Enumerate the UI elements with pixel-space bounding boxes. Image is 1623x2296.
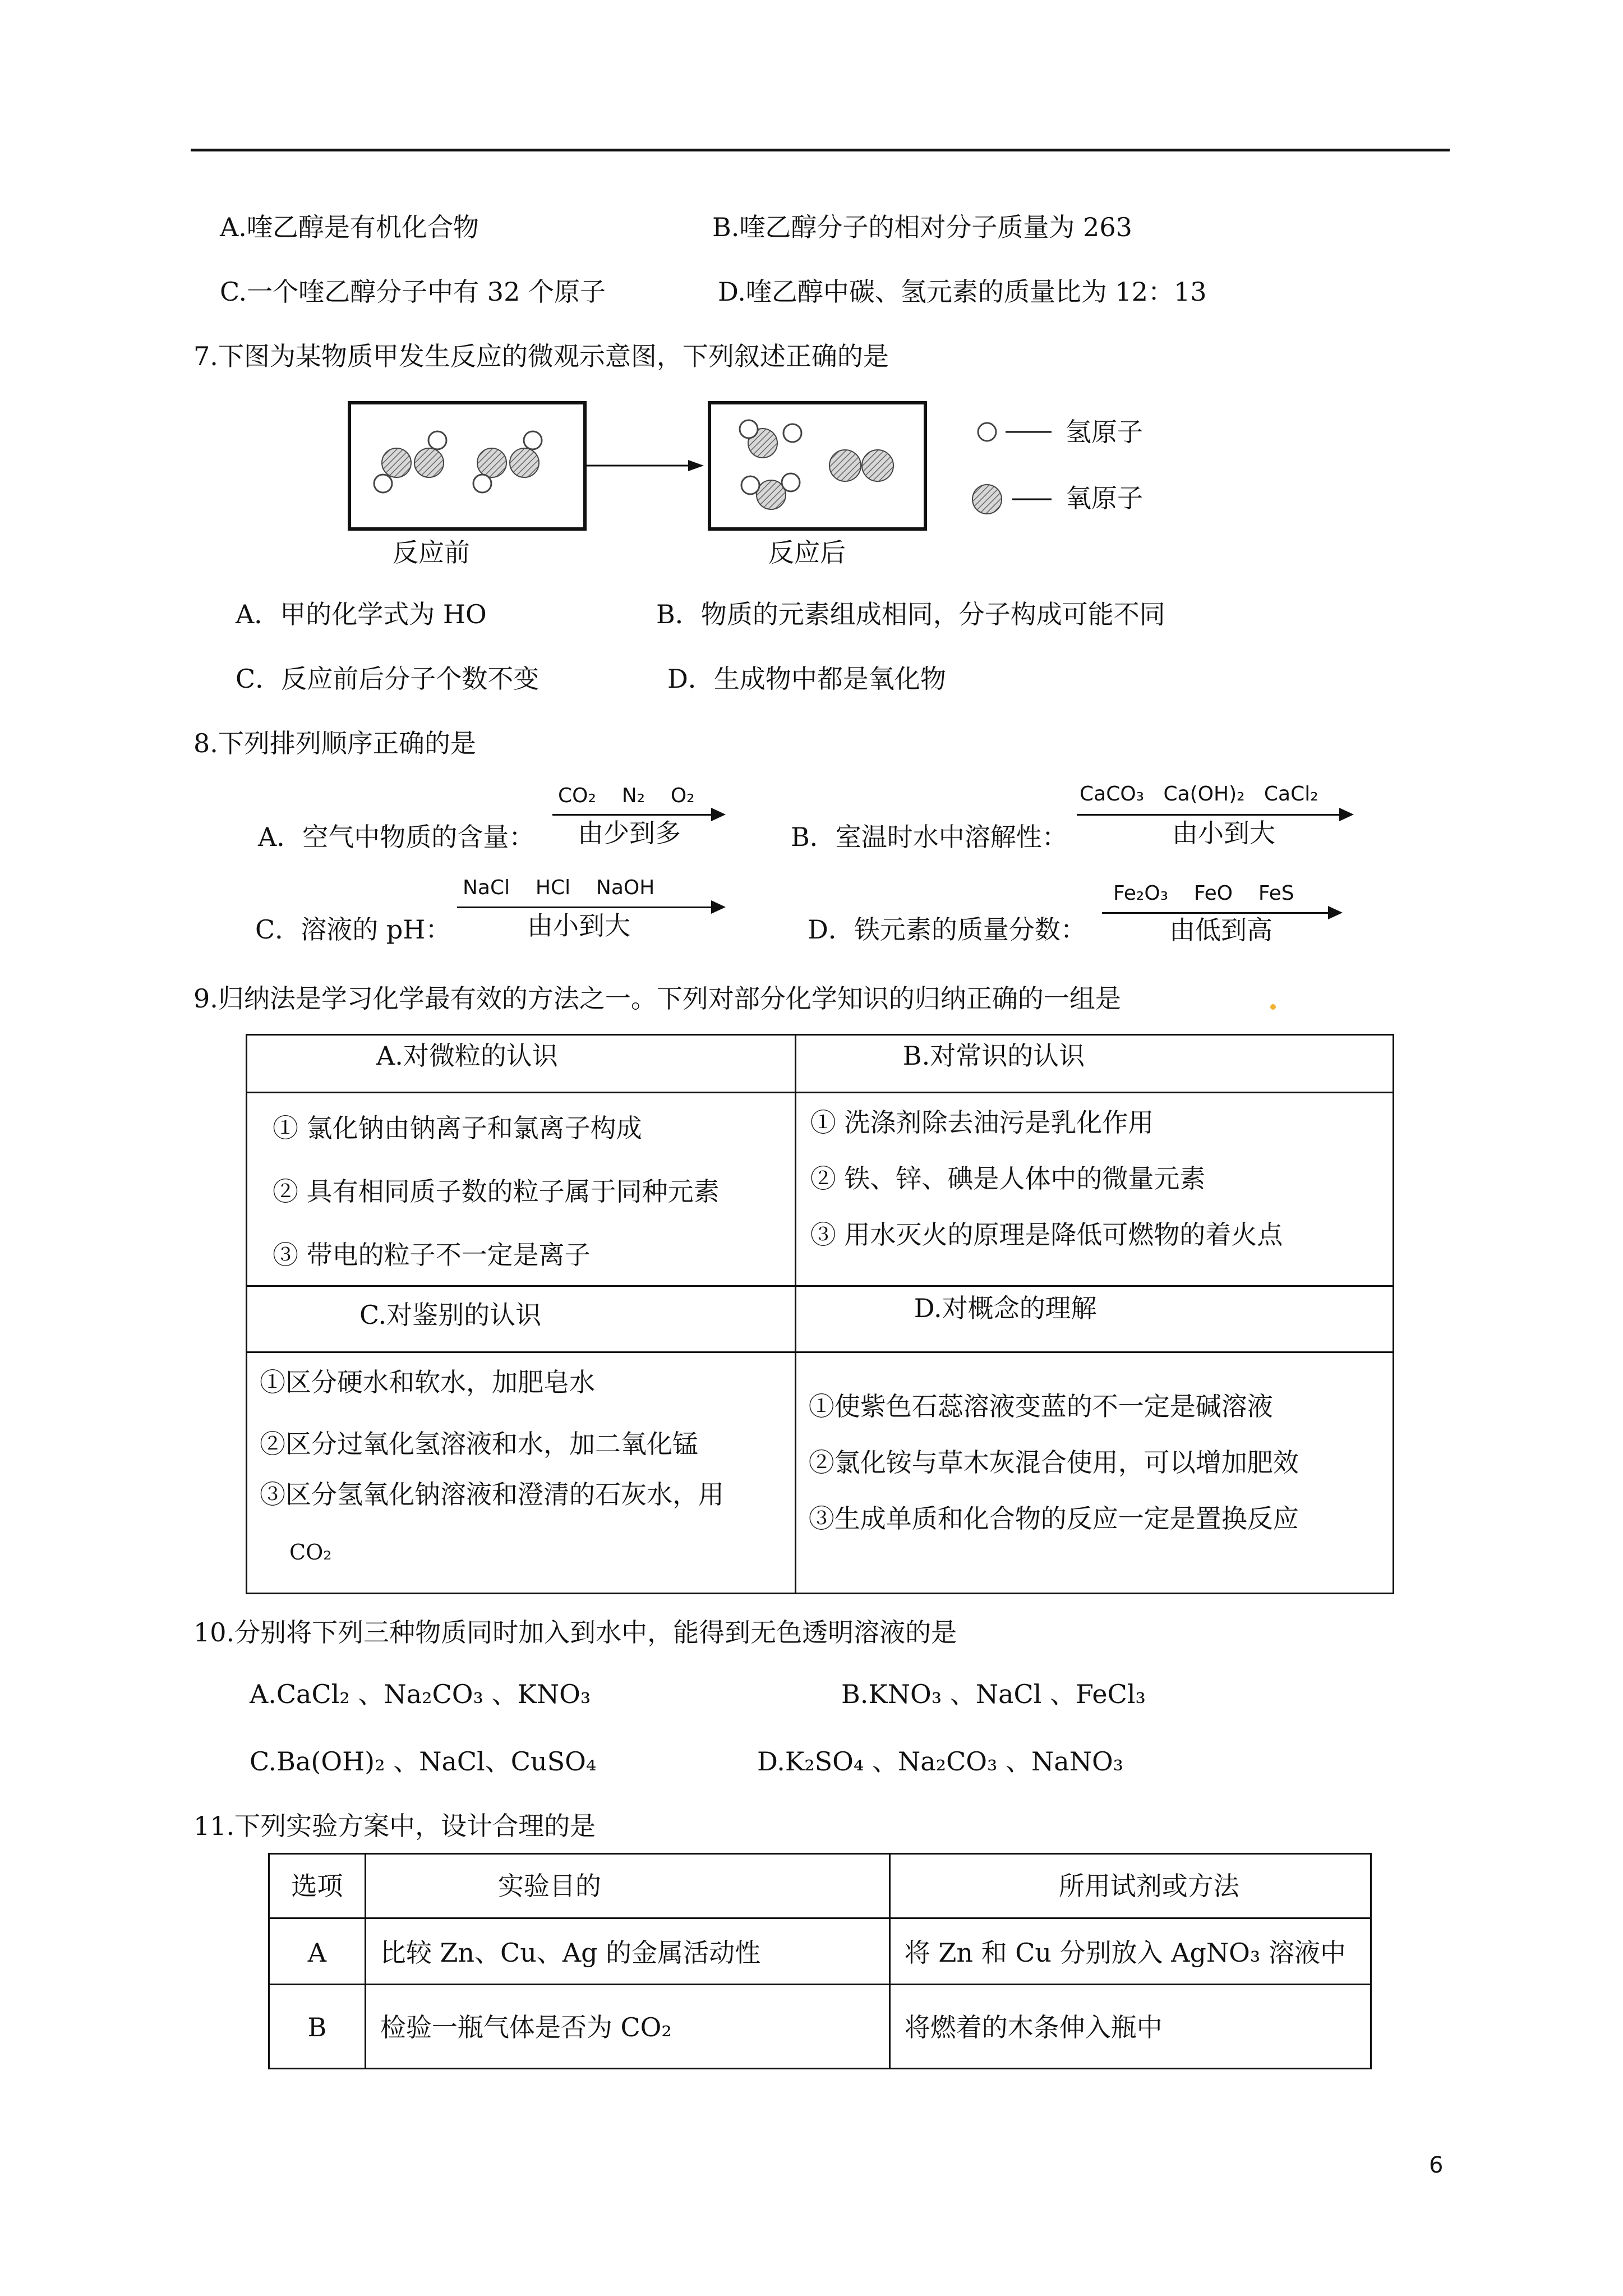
q8-b-bottom: 由小到大 [1172,818,1275,848]
q11-row-option: B [307,2012,327,2042]
q6-option-c: C.一个喹乙醇分子中有 32 个原子 [220,277,606,307]
q11-header-method: 所用试剂或方法 [1058,1871,1239,1901]
q9-b-item: ③ 用水灭火的原理是降低可燃物的着火点 [810,1220,1283,1250]
q8-a-prefix: A．空气中物质的含量： [258,822,535,852]
q11-row-purpose: 检验一瓶气体是否为 CO₂ [380,2012,672,2042]
q9-table [246,1034,1394,1594]
q6-option-d: D.喹乙醇中碳、氢元素的质量比为 12：13 [718,277,1207,307]
q8-c-bottom: 由小到大 [527,910,630,941]
q8-b-top: CaCO₃ Ca(OH)₂ CaCl₂ [1080,783,1318,806]
q8-d-top: Fe₂O₃ FeO FeS [1113,882,1294,905]
q9-a-title: A.对微粒的认识 [376,1041,558,1071]
q11-row-method: 将燃着的木条伸入瓶中 [904,2012,1163,2042]
q8-a-bottom: 由少到多 [578,818,681,848]
oxygen-legend-icon [972,485,1002,514]
q9-b-item: ① 洗涤剂除去油污是乳化作用 [810,1107,1154,1138]
q9-d-item: ③生成单质和化合物的反应一定是置换反应 [808,1503,1299,1534]
after-label: 反应后 [768,537,846,568]
q9-c-title: C.对鉴别的认识 [359,1300,542,1330]
q7-option-c: C．反应前后分子个数不变 [236,664,540,694]
q7-option-b: B．物质的元素组成相同，分子构成可能不同 [656,599,1165,629]
legend-hydrogen-label: 氢原子 [1066,417,1143,447]
q11-row-option: A [307,1938,327,1968]
q7-option-a: A．甲的化学式为 HO [236,599,487,629]
q10-option-c: C.Ba(OH)₂ 、NaCl、CuSO₄ [250,1746,597,1777]
q9-a-item: ② 具有相同质子数的粒子属于同种元素 [273,1176,720,1207]
q9-a-item: ③ 带电的粒子不一定是离子 [273,1240,591,1270]
q8-b-prefix: B．室温时水中溶解性： [791,822,1068,852]
q9-a-item: ① 氯化钠由钠离子和氯离子构成 [273,1113,642,1143]
q6-option-a: A.喹乙醇是有机化合物 [220,212,479,242]
q8-d-bottom: 由低到高 [1169,915,1272,945]
q10-stem: 10.分别将下列三种物质同时加入到水中，能得到无色透明溶液的是 [193,1617,957,1648]
q11-header-option: 选项 [291,1871,343,1901]
q10-option-d: D.K₂SO₄ 、Na₂CO₃ 、NaNO₃ [757,1746,1124,1777]
q11-row-purpose: 比较 Zn、Cu、Ag 的金属活动性 [380,1938,761,1968]
q11-stem: 11.下列实验方案中，设计合理的是 [193,1811,596,1841]
q9-b-item: ② 铁、锌、碘是人体中的微量元素 [810,1163,1206,1194]
q8-a-top: CO₂ N₂ O₂ [558,784,695,807]
q11-header-purpose: 实验目的 [497,1871,601,1901]
legend-oxygen-label: 氧原子 [1066,483,1143,513]
q9-d-item: ①使紫色石蕊溶液变蓝的不一定是碱溶液 [808,1391,1273,1421]
header-rule [191,149,1450,151]
q8-c-top: NaCl HCl NaOH [463,876,655,899]
q11-table [268,1853,1372,2069]
q9-b-title: B.对常识的认识 [902,1041,1085,1071]
hydrogen-legend-icon [978,423,996,441]
q10-option-a: A.CaCl₂ 、Na₂CO₃ 、KNO₃ [250,1679,591,1709]
q9-c-item: ①区分硬水和软水，加肥皂水 [260,1367,595,1397]
q9-stem: 9.归纳法是学习化学最有效的方法之一。下列对部分化学知识的归纳正确的一组是 [193,983,1121,1014]
q7-stem: 7.下图为某物质甲发生反应的微观示意图，下列叙述正确的是 [193,341,889,371]
q9-d-title: D.对概念的理解 [914,1293,1097,1323]
q8-c-prefix: C．溶液的 pH： [255,914,451,945]
page-number: 6 [1429,2152,1444,2178]
q9-c-item: ②区分过氧化氢溶液和水，加二氧化锰 [260,1429,698,1459]
q7-option-d: D．生成物中都是氧化物 [667,664,946,694]
q9-d-item: ②氯化铵与草木灰混合使用，可以增加肥效 [808,1447,1299,1478]
q9-c-item: CO₂ [289,1540,332,1565]
q8-d-prefix: D．铁元素的质量分数： [808,914,1086,945]
q8-stem: 8.下列排列顺序正确的是 [193,728,476,758]
before-label: 反应前 [393,537,470,568]
q11-row-method: 将 Zn 和 Cu 分别放入 AgNO₃ 溶液中 [904,1938,1346,1968]
q9-c-item: ③区分氢氧化钠溶液和澄清的石灰水，用 [260,1479,724,1510]
q6-option-b: B.喹乙醇分子的相对分子质量为 263 [712,212,1132,242]
q10-option-b: B.KNO₃ 、NaCl 、FeCl₃ [841,1679,1146,1709]
